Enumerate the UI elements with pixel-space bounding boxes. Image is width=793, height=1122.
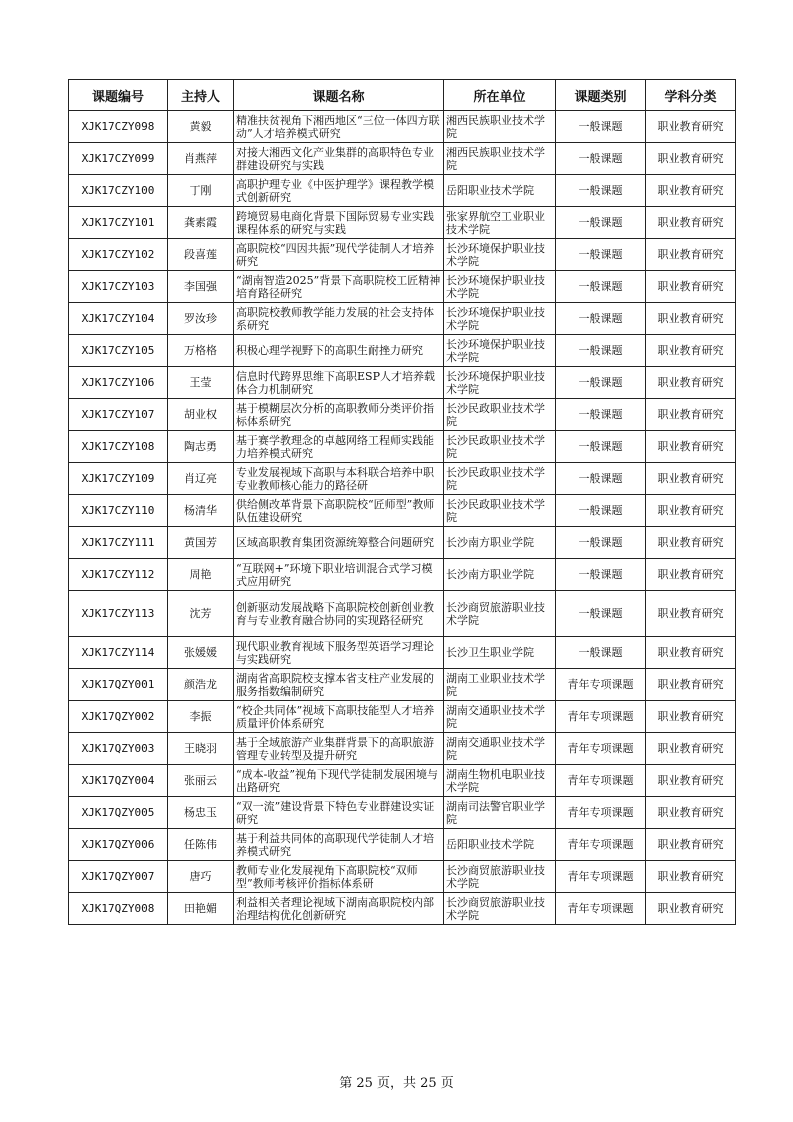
table-row: [69, 207, 736, 239]
cell-subject: 职业教育研究: [646, 431, 736, 463]
cell-name: “互联网+”环境下职业培训混合式学习模式应用研究: [234, 559, 444, 591]
cell-subject: 职业教育研究: [646, 367, 736, 399]
cell-type: 一般课题: [556, 207, 646, 239]
cell-code: XJK17QZY008: [69, 893, 168, 925]
header-type: 课题类别: [556, 80, 646, 111]
table-row: [69, 701, 736, 733]
cell-subject: 职业教育研究: [646, 463, 736, 495]
cell-unit: 湘西民族职业技术学院: [444, 111, 556, 143]
cell-host: 黄毅: [168, 111, 234, 143]
cell-subject: 职业教育研究: [646, 701, 736, 733]
cell-code: XJK17CZY110: [69, 495, 168, 527]
cell-code: XJK17QZY005: [69, 797, 168, 829]
cell-subject: 职业教育研究: [646, 765, 736, 797]
cell-host: 龚素霞: [168, 207, 234, 239]
cell-type: 一般课题: [556, 143, 646, 175]
table-header-row: [69, 80, 736, 111]
cell-code: XJK17CZY102: [69, 239, 168, 271]
cell-name: 信息时代跨界思维下高职ESP人才培养载体合力机制研究: [234, 367, 444, 399]
cell-unit: 长沙环境保护职业技术学院: [444, 271, 556, 303]
cell-type: 一般课题: [556, 559, 646, 591]
cell-subject: 职业教育研究: [646, 893, 736, 925]
cell-name: 供给侧改革背景下高职院校“匠师型”教师队伍建设研究: [234, 495, 444, 527]
cell-code: XJK17QZY004: [69, 765, 168, 797]
cell-host: 万格格: [168, 335, 234, 367]
cell-name: 基于赛学教理念的卓越网络工程师实践能力培养模式研究: [234, 431, 444, 463]
cell-unit: 长沙民政职业技术学院: [444, 431, 556, 463]
cell-subject: 职业教育研究: [646, 175, 736, 207]
cell-unit: 岳阳职业技术学院: [444, 829, 556, 861]
cell-subject: 职业教育研究: [646, 239, 736, 271]
cell-unit: 岳阳职业技术学院: [444, 175, 556, 207]
cell-unit: 长沙环境保护职业技术学院: [444, 367, 556, 399]
cell-subject: 职业教育研究: [646, 829, 736, 861]
cell-unit: 长沙商贸旅游职业技术学院: [444, 861, 556, 893]
table-row: [69, 733, 736, 765]
cell-host: 李振: [168, 701, 234, 733]
cell-type: 青年专项课题: [556, 701, 646, 733]
table-row: [69, 591, 736, 637]
cell-type: 一般课题: [556, 271, 646, 303]
cell-name: 教师专业化发展视角下高职院校“双师型”教师考核评价指标体系研: [234, 861, 444, 893]
cell-name: 基于利益共同体的高职现代学徒制人才培养模式研究: [234, 829, 444, 861]
cell-code: XJK17CZY114: [69, 637, 168, 669]
cell-name: 高职院校“四因共振”现代学徒制人才培养研究: [234, 239, 444, 271]
cell-type: 青年专项课题: [556, 733, 646, 765]
cell-type: 青年专项课题: [556, 893, 646, 925]
cell-unit: 长沙民政职业技术学院: [444, 399, 556, 431]
cell-unit: 湖南生物机电职业技术学院: [444, 765, 556, 797]
cell-unit: 长沙南方职业学院: [444, 527, 556, 559]
cell-type: 一般课题: [556, 175, 646, 207]
cell-subject: 职业教育研究: [646, 733, 736, 765]
cell-name: 精准扶贫视角下湘西地区“三位一体四方联动”人才培养模式研究: [234, 111, 444, 143]
header-subject: 学科分类: [646, 80, 736, 111]
cell-name: “双一流”建设背景下特色专业群建设实证研究: [234, 797, 444, 829]
table-row: [69, 143, 736, 175]
table-row: [69, 527, 736, 559]
cell-host: 王莹: [168, 367, 234, 399]
cell-code: XJK17QZY002: [69, 701, 168, 733]
page-footer: 第 25 页，共 25 页: [339, 1076, 454, 1091]
cell-subject: 职业教育研究: [646, 591, 736, 637]
cell-code: XJK17CZY111: [69, 527, 168, 559]
cell-code: XJK17CZY108: [69, 431, 168, 463]
cell-host: 颜浩龙: [168, 669, 234, 701]
cell-name: “成本-收益”视角下现代学徒制发展困境与出路研究: [234, 765, 444, 797]
cell-subject: 职业教育研究: [646, 207, 736, 239]
cell-unit: 湖南司法警官职业学院: [444, 797, 556, 829]
cell-type: 一般课题: [556, 239, 646, 271]
cell-host: 陶志勇: [168, 431, 234, 463]
cell-type: 一般课题: [556, 111, 646, 143]
cell-name: 利益相关者理论视域下湖南高职院校内部治理结构优化创新研究: [234, 893, 444, 925]
cell-code: XJK17CZY113: [69, 591, 168, 637]
cell-code: XJK17QZY006: [69, 829, 168, 861]
cell-code: XJK17CZY104: [69, 303, 168, 335]
table-row: [69, 303, 736, 335]
cell-unit: 湘西民族职业技术学院: [444, 143, 556, 175]
cell-type: 一般课题: [556, 591, 646, 637]
cell-code: XJK17CZY100: [69, 175, 168, 207]
cell-subject: 职业教育研究: [646, 111, 736, 143]
cell-code: XJK17CZY107: [69, 399, 168, 431]
cell-subject: 职业教育研究: [646, 399, 736, 431]
cell-unit: 长沙环境保护职业技术学院: [444, 335, 556, 367]
table-row: [69, 431, 736, 463]
cell-subject: 职业教育研究: [646, 271, 736, 303]
table-row: [69, 797, 736, 829]
header-name: 课题名称: [234, 80, 444, 111]
cell-type: 青年专项课题: [556, 765, 646, 797]
cell-name: 跨境贸易电商化背景下国际贸易专业实践课程体系的研究与实践: [234, 207, 444, 239]
cell-name: 高职护理专业《中医护理学》课程教学模式创新研究: [234, 175, 444, 207]
cell-name: 现代职业教育视域下服务型英语学习理论与实践研究: [234, 637, 444, 669]
cell-unit: 长沙南方职业学院: [444, 559, 556, 591]
cell-host: 张媛媛: [168, 637, 234, 669]
cell-subject: 职业教育研究: [646, 527, 736, 559]
cell-unit: 长沙环境保护职业技术学院: [444, 239, 556, 271]
header-code: 课题编号: [69, 80, 168, 111]
cell-type: 青年专项课题: [556, 861, 646, 893]
cell-code: XJK17CZY106: [69, 367, 168, 399]
cell-host: 胡业权: [168, 399, 234, 431]
cell-code: XJK17CZY112: [69, 559, 168, 591]
cell-type: 一般课题: [556, 367, 646, 399]
cell-name: 对接大湘西文化产业集群的高职特色专业群建设研究与实践: [234, 143, 444, 175]
cell-host: 黄国芳: [168, 527, 234, 559]
cell-name: 创新驱动发展战略下高职院校创新创业教育与专业教育融合协同的实现路径研究: [234, 591, 444, 637]
cell-unit: 湖南交通职业技术学院: [444, 701, 556, 733]
cell-subject: 职业教育研究: [646, 559, 736, 591]
cell-type: 一般课题: [556, 431, 646, 463]
cell-code: XJK17CZY105: [69, 335, 168, 367]
table-row: [69, 861, 736, 893]
table-row: [69, 175, 736, 207]
table-row: [69, 335, 736, 367]
cell-type: 一般课题: [556, 335, 646, 367]
cell-subject: 职业教育研究: [646, 861, 736, 893]
header-host: 主持人: [168, 80, 234, 111]
cell-host: 李国强: [168, 271, 234, 303]
cell-type: 一般课题: [556, 399, 646, 431]
cell-code: XJK17CZY103: [69, 271, 168, 303]
cell-host: 唐巧: [168, 861, 234, 893]
cell-subject: 职业教育研究: [646, 495, 736, 527]
cell-host: 田艳媚: [168, 893, 234, 925]
cell-name: “校企共同体”视域下高职技能型人才培养质量评价体系研究: [234, 701, 444, 733]
cell-unit: 湖南交通职业技术学院: [444, 733, 556, 765]
cell-code: XJK17CZY098: [69, 111, 168, 143]
cell-subject: 职业教育研究: [646, 637, 736, 669]
cell-type: 一般课题: [556, 527, 646, 559]
header-unit: 所在单位: [444, 80, 556, 111]
cell-host: 周艳: [168, 559, 234, 591]
table-row: [69, 367, 736, 399]
table-row: [69, 495, 736, 527]
table-row: [69, 829, 736, 861]
cell-code: XJK17CZY109: [69, 463, 168, 495]
cell-type: 青年专项课题: [556, 797, 646, 829]
cell-host: 杨清华: [168, 495, 234, 527]
cell-name: “湖南智造2025”背景下高职院校工匠精神培育路径研究: [234, 271, 444, 303]
cell-name: 高职院校教师教学能力发展的社会支持体系研究: [234, 303, 444, 335]
cell-subject: 职业教育研究: [646, 797, 736, 829]
table-row: [69, 239, 736, 271]
cell-unit: 长沙商贸旅游职业技术学院: [444, 591, 556, 637]
cell-host: 王晓羽: [168, 733, 234, 765]
cell-type: 一般课题: [556, 463, 646, 495]
table-row: [69, 637, 736, 669]
cell-name: 基于全域旅游产业集群背景下的高职旅游管理专业转型及提升研究: [234, 733, 444, 765]
cell-unit: 长沙商贸旅游职业技术学院: [444, 893, 556, 925]
table-row: [69, 765, 736, 797]
cell-host: 沈芳: [168, 591, 234, 637]
cell-unit: 湖南工业职业技术学院: [444, 669, 556, 701]
cell-code: XJK17QZY007: [69, 861, 168, 893]
cell-name: 积极心理学视野下的高职生耐挫力研究: [234, 335, 444, 367]
cell-subject: 职业教育研究: [646, 335, 736, 367]
table-row: [69, 463, 736, 495]
cell-subject: 职业教育研究: [646, 669, 736, 701]
cell-name: 区域高职教育集团资源统筹整合问题研究: [234, 527, 444, 559]
table-row: [69, 893, 736, 925]
table-row: [69, 669, 736, 701]
cell-code: XJK17CZY101: [69, 207, 168, 239]
table-row: [69, 559, 736, 591]
cell-name: 湖南省高职院校支撑本省支柱产业发展的服务指数编制研究: [234, 669, 444, 701]
cell-host: 任陈伟: [168, 829, 234, 861]
cell-unit: 长沙民政职业技术学院: [444, 495, 556, 527]
cell-host: 杨忠玉: [168, 797, 234, 829]
cell-host: 张丽云: [168, 765, 234, 797]
cell-subject: 职业教育研究: [646, 303, 736, 335]
cell-code: XJK17QZY001: [69, 669, 168, 701]
cell-unit: 长沙卫生职业学院: [444, 637, 556, 669]
cell-unit: 长沙环境保护职业技术学院: [444, 303, 556, 335]
cell-type: 青年专项课题: [556, 829, 646, 861]
cell-unit: 张家界航空工业职业技术学院: [444, 207, 556, 239]
cell-code: XJK17QZY003: [69, 733, 168, 765]
cell-host: 肖辽亮: [168, 463, 234, 495]
cell-type: 一般课题: [556, 495, 646, 527]
cell-host: 肖燕萍: [168, 143, 234, 175]
cell-subject: 职业教育研究: [646, 143, 736, 175]
cell-unit: 长沙民政职业技术学院: [444, 463, 556, 495]
cell-type: 一般课题: [556, 303, 646, 335]
table-body: [69, 111, 736, 925]
table-row: [69, 111, 736, 143]
cell-name: 专业发展视域下高职与本科联合培养中职专业教师核心能力的路径研: [234, 463, 444, 495]
cell-host: 段喜莲: [168, 239, 234, 271]
cell-host: 丁刚: [168, 175, 234, 207]
cell-name: 基于模糊层次分析的高职教师分类评价指标体系研究: [234, 399, 444, 431]
cell-code: XJK17CZY099: [69, 143, 168, 175]
table-row: [69, 271, 736, 303]
table-row: [69, 399, 736, 431]
cell-host: 罗汝珍: [168, 303, 234, 335]
project-table: [68, 79, 736, 925]
cell-type: 一般课题: [556, 637, 646, 669]
cell-type: 青年专项课题: [556, 669, 646, 701]
